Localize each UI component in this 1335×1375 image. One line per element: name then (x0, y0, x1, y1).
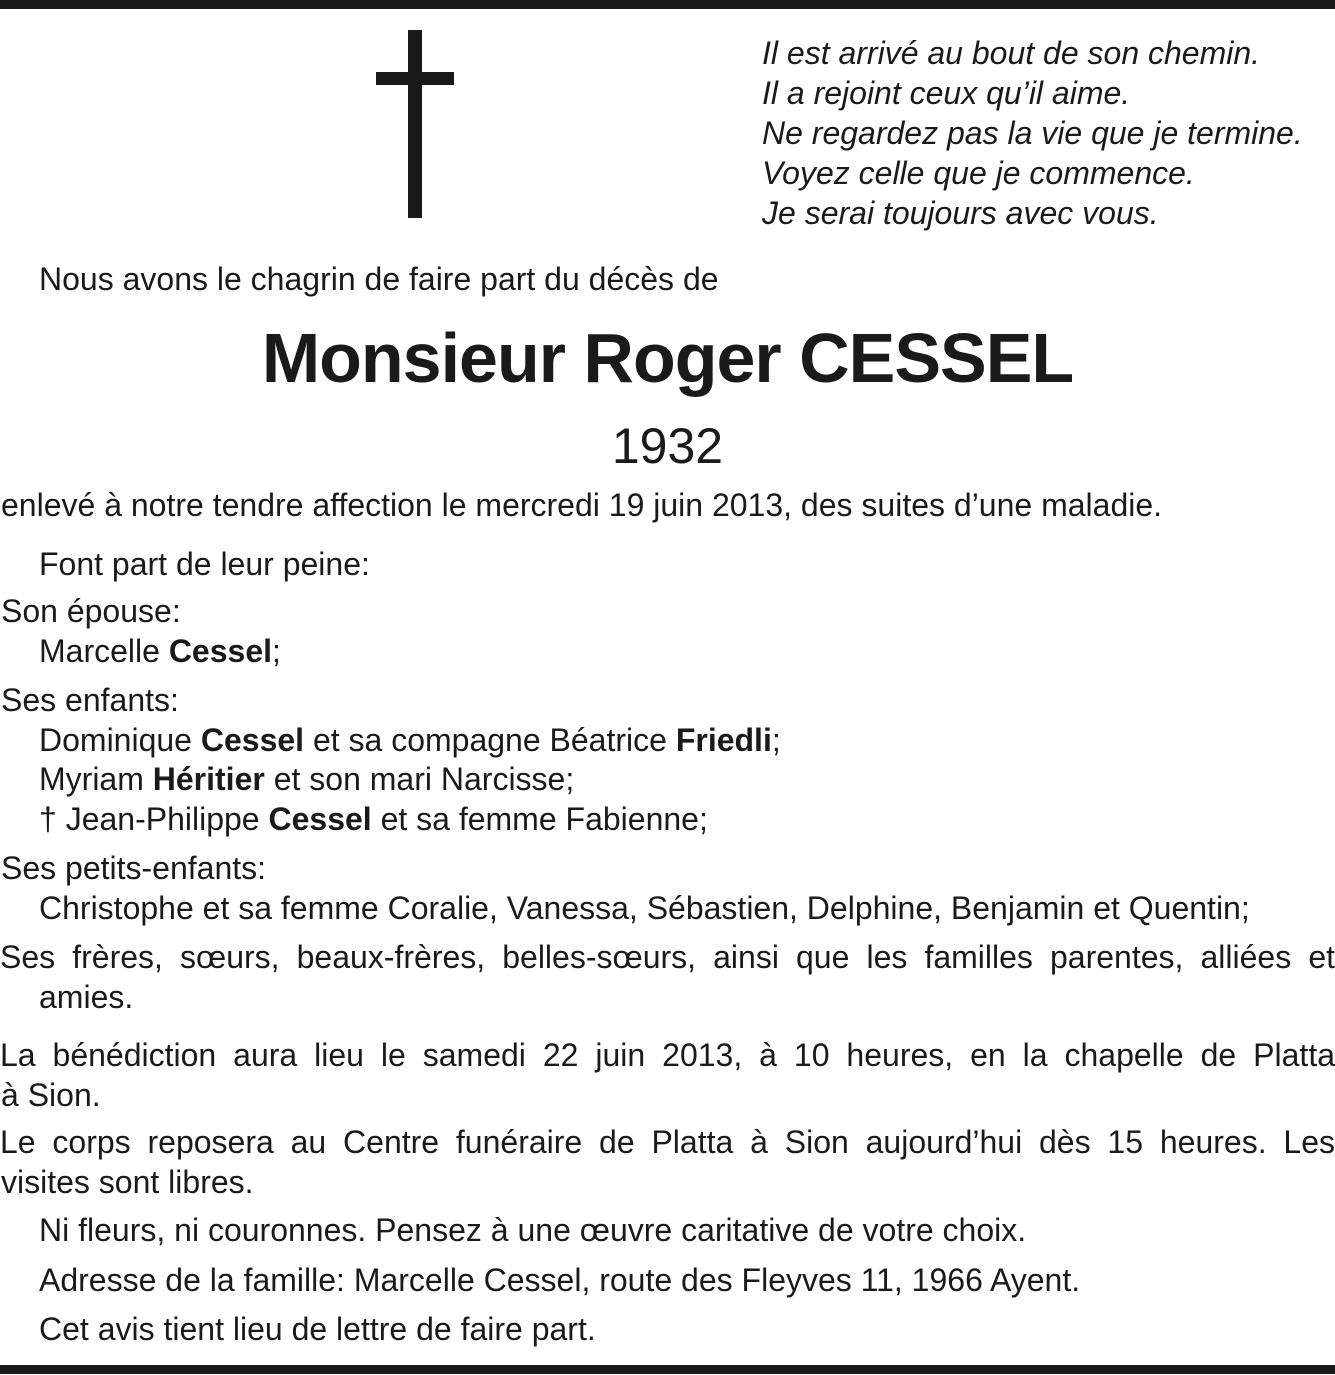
grandchildren-names: Christophe et sa femme Coralie, Vanessa, Sébastien, Delphine, Benjamin et Quentin; (39, 890, 1250, 926)
poem-line: Voyez celle que je commence. (762, 155, 1195, 191)
grandchildren-heading: Ses petits-enfants: (1, 850, 267, 886)
ceremony-line: La bénédiction aura lieu le samedi 22 juin 2013, à 10 heures, en la chapelle de Platta (0, 1037, 1335, 1073)
viewing-line: Le corps reposera au Centre funéraire de Platta à Sion aujourd’hui dès 15 heures. Les (0, 1124, 1335, 1160)
poem-line: Ne regardez pas la vie que je termine. (762, 115, 1303, 151)
surname: Cessel (200, 722, 305, 758)
deceased-name: Monsieur Roger CESSEL (261, 319, 1074, 397)
surname: Friedli (675, 722, 772, 758)
child-entry: † Jean-Philippe Cessel et sa femme Fabienne; (39, 801, 708, 837)
spouse-entry: Marcelle Cessel; (39, 633, 281, 669)
poem (762, 33, 1303, 233)
child-entry: Dominique Cessel et sa compagne Béatrice Friedli; (39, 722, 781, 758)
poem-line: Il est arrivé au bout de son chemin. (762, 35, 1261, 71)
siblings-line: amies. (39, 979, 134, 1015)
top-border-rule (0, 0, 1335, 9)
poem-line: Je serai toujours avec vous. (762, 195, 1159, 231)
ceremony-line: à Sion. (1, 1077, 101, 1113)
family-intro: Font part de leur peine: (39, 546, 370, 582)
child-entry: Myriam Héritier et son mari Narcisse; (39, 761, 575, 797)
closing-text: Cet avis tient lieu de lettre de faire part. (39, 1311, 596, 1347)
cross-icon (376, 30, 454, 218)
surname: Héritier (152, 761, 265, 797)
surname: Cessel (168, 633, 272, 669)
viewing-line: visites sont libres. (1, 1164, 254, 1200)
family-address: Adresse de la famille: Marcelle Cessel, route des Fleyves 11, 1966 Ayent. (39, 1262, 1081, 1298)
poem-line: Il a rejoint ceux qu’il aime. (762, 75, 1131, 111)
surname: Cessel (268, 801, 372, 837)
bottom-border-rule (0, 1365, 1335, 1374)
spouse-heading: Son épouse: (1, 593, 181, 629)
flowers-text: Ni fleurs, ni couronnes. Pensez à une œuvre caritative de votre choix. (39, 1212, 1027, 1248)
siblings-line: Ses frères, sœurs, beaux-frères, belles-sœurs, ainsi que les familles parentes, alliées et (0, 939, 1335, 975)
birth-year: 1932 (611, 418, 724, 474)
death-notice: enlevé à notre tendre affection le mercredi 19 juin 2013, des suites d’une maladie. (1, 487, 1163, 523)
intro-text: Nous avons le chagrin de faire part du décès de (39, 261, 719, 297)
children-heading: Ses enfants: (1, 682, 179, 718)
